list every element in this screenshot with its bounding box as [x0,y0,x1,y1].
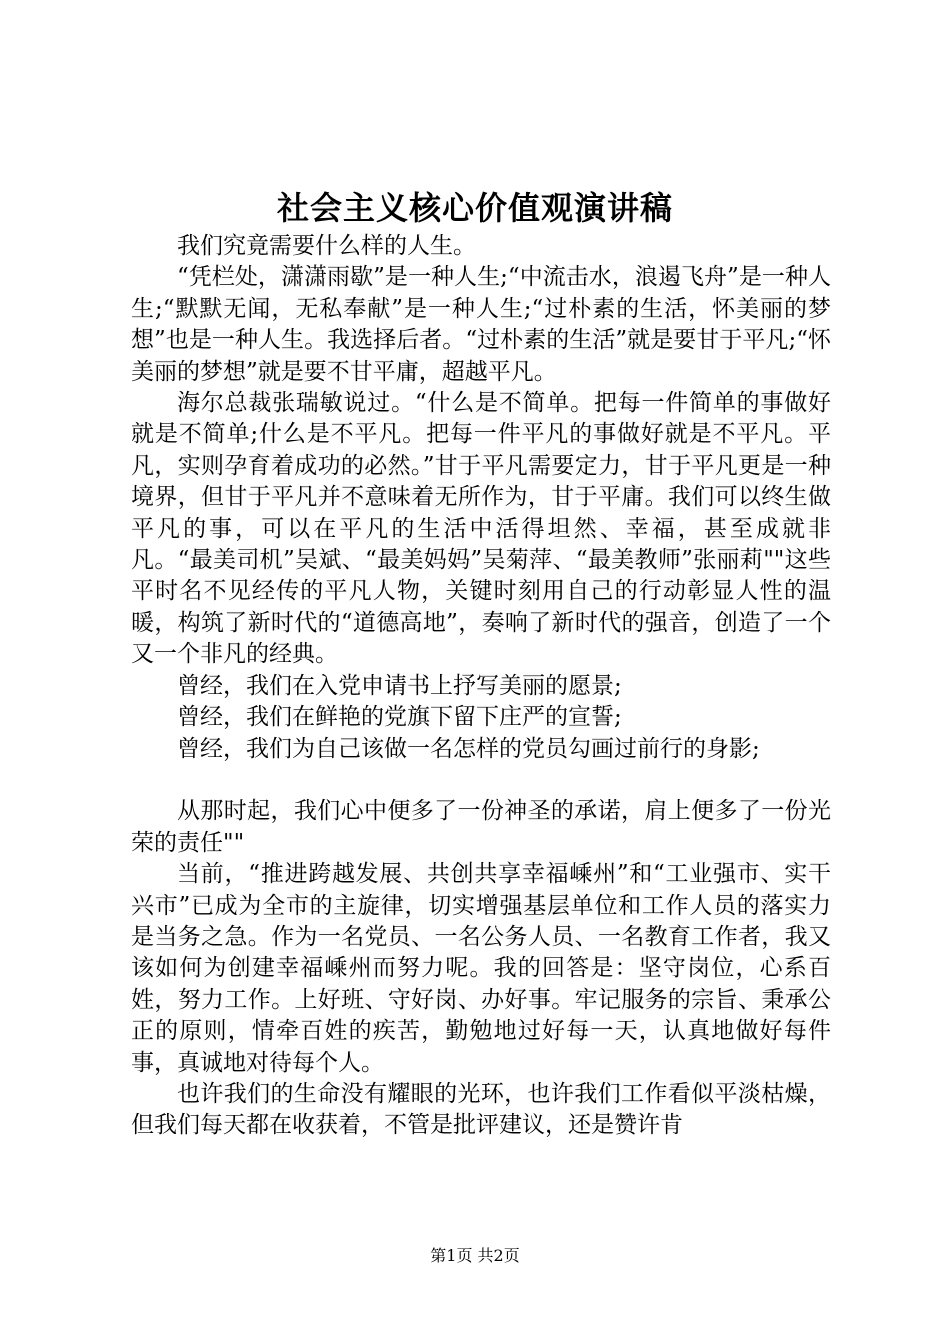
paragraph: 曾经，我们为自己该做一名怎样的党员勾画过前行的身影; [177,735,760,762]
paragraph: 当前，“推进跨越发展、共创共享幸福嵊州”和“工业强市、实干兴市”已成为全市的主旋律，切实增强基层单位和工作人员的落实力是当务之急。作为一名党员、一名公务人员、一名教育工作者，我又该如何为创建幸福嵊州而努力呢。我的回答是：坚守岗位，心系百姓，努力工作。上好班、守好岗、办好事。牢记服务的宗旨、秉承公正的原则，情牵百姓的疾苦，勤勉地过好每一天，认真地做好每件事，真诚地对待每个人。 [131,861,831,1076]
blank-line [131,765,831,796]
document-title: 社会主义核心价值观演讲稿 [276,189,673,227]
document-body [131,231,831,1142]
paragraph: “凭栏处，潇潇雨歇”是一种人生;“中流击水，浪遏飞舟”是一种人生;“默默无闻，无私奉献”是一种人生;“过朴素的生活，怀美丽的梦想”也是一种人生。我选择后者。“过朴素的生活”就是要甘于平凡;“怀美丽的梦想”就是要不甘平庸，超越平凡。 [131,264,831,385]
page-number-footer: 第1页 共2页 [430,1246,520,1265]
paragraph: 曾经，我们在入党申请书上抒写美丽的愿景; [177,672,622,699]
paragraph: 曾经，我们在鲜艳的党旗下留下庄严的宣誓; [177,704,622,731]
paragraph: 我们究竟需要什么样的人生。 [177,233,476,259]
paragraph: 从那时起，我们心中便多了一份神圣的承诺，肩上便多了一份光荣的责任"" [131,798,831,856]
paragraph: 也许我们的生命没有耀眼的光环，也许我们工作看似平淡枯燥，但我们每天都在收获着，不管是批评建议，还是赞许肯 [131,1080,831,1139]
paragraph: 海尔总裁张瑞敏说过。“什么是不简单。把每一件简单的事做好就是不简单;什么是不平凡。把每一件平凡的事做好就是不平凡。平凡，实则孕育着成功的必然。”甘于平凡需要定力，甘于平凡更是一种境界，但甘于平凡并不意味着无所作为，甘于平庸。我们可以终生做平凡的事，可以在平凡的生活中活得坦然、幸福，甚至成就非凡。“最美司机”吴斌、“最美妈妈”吴菊萍、“最美教师”张丽莉""这些平时名不见经传的平凡人物，关键时刻用自己的行动彰显人性的温暖，构筑了新时代的“道德高地”，奏响了新时代的强音，创造了一个又一个非凡的经典。 [131,390,831,668]
